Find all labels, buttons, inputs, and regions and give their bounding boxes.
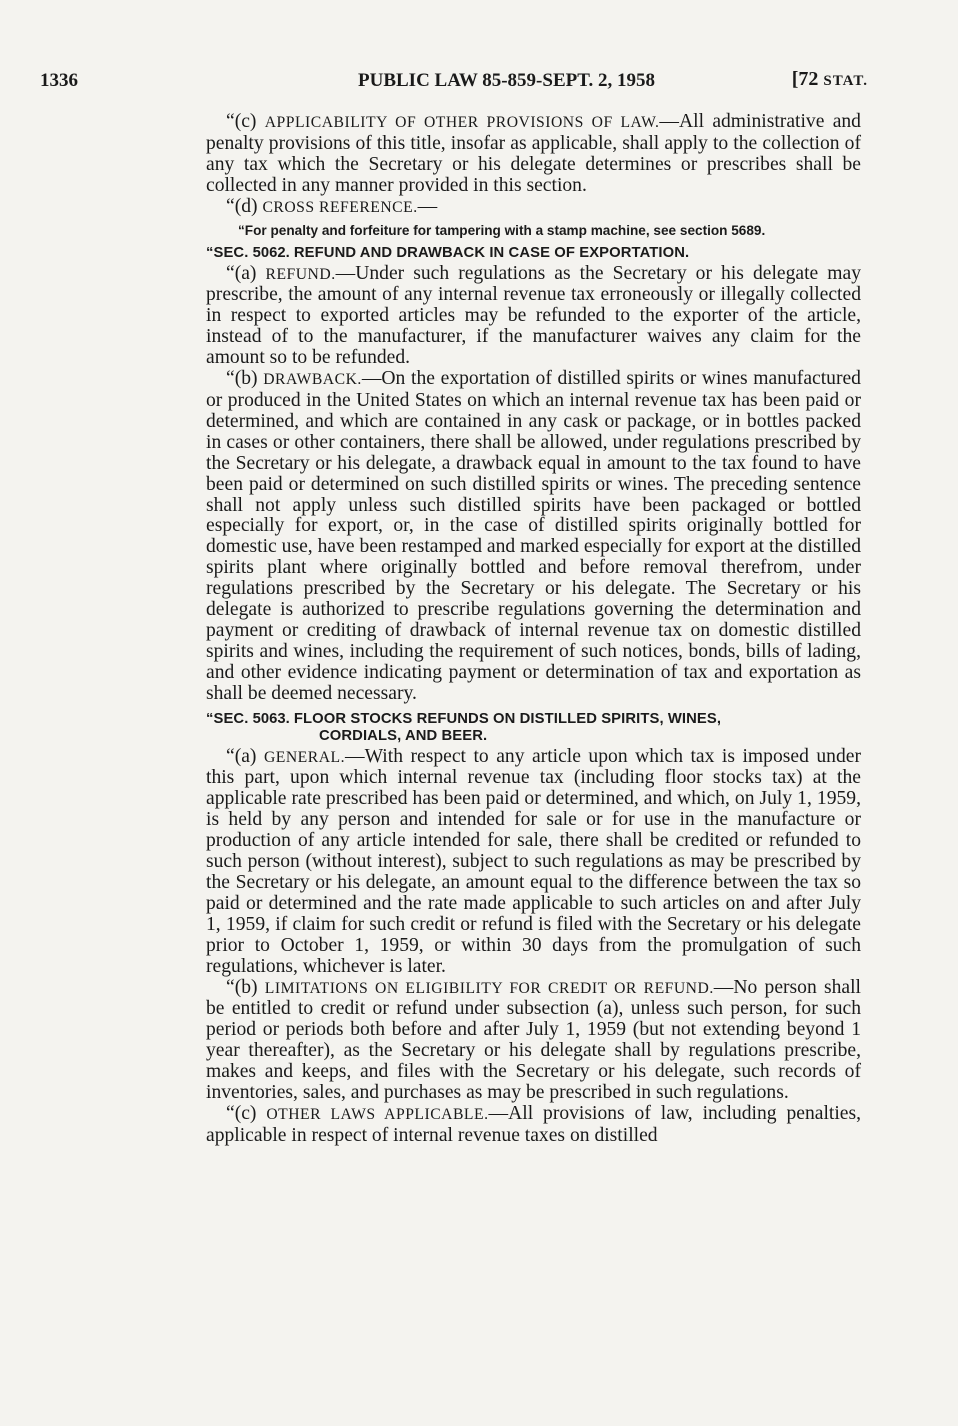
page-number: 1336 (40, 70, 78, 91)
paragraph-label: “(b) (226, 368, 264, 390)
paragraph-drawback (206, 369, 861, 705)
paragraph-text: —All administrative and penalty provisions of this title, insofar as applicable, shall apply to the collection of any tax which the Secretary or his delegate determines or prescribes shall be collected in any manner provided in this section. (206, 111, 861, 196)
paragraph-heading: REFUND. (265, 265, 336, 283)
section-title: REFUND AND DRAWBACK IN CASE OF EXPORTATION. (289, 244, 690, 261)
paragraph-cross-reference (206, 197, 861, 219)
statute-volume: [72 (791, 68, 824, 90)
running-title: PUBLIC LAW 85-859-SEPT. 2, 1958 (358, 70, 655, 91)
paragraph-text: —Under such regulations as the Secretary or his delegate may prescribe, the amount of any internal revenue tax erroneously or illegally collected in respect to exported articles may be refunded to the exporter of the article, instead of to the manufacturer, if the manufacturer waives any claim for the amount so to be refunded. (206, 262, 862, 369)
paragraph-heading: LIMITATIONS ON ELIGIBILITY FOR CREDIT OR REFUND. (264, 979, 714, 997)
section-prefix: “SEC. (206, 710, 253, 727)
section-title: FLOOR STOCKS REFUNDS ON DISTILLED SPIRITS, WINES, (289, 710, 722, 727)
paragraph-limitations (206, 978, 861, 1104)
section-title-continued: CORDIALS, AND BEER. (319, 727, 488, 744)
paragraph-text: — (417, 195, 438, 217)
paragraph-label: “(b) (226, 976, 265, 998)
paragraph-label: “(a) (226, 745, 264, 767)
paragraph-other-laws (206, 1104, 861, 1147)
statute-reference (792, 68, 868, 91)
paragraph-label: “(d) (226, 195, 263, 217)
section-heading-5062 (206, 245, 861, 262)
paragraph-text: —With respect to any article upon which tax is imposed under this part, upon which internal revenue tax (including floor stocks tax) at the applicable rate prescribed has been paid or determined, and which, on July 1, 1959, is held by any person and intended for sale or for use in the manufacture or production of any article intended for sale, there shall be credited or refunded to such person (without interest), subject to such regulations as may be prescribed by the Secretary or his delegate, an amount equal to the difference between the tax so paid or determined and the rate made applicable to such articles on and after July 1, 1959, if claim for such credit or refund is filed with the Secretary or his delegate prior to October 1, 1959, or within 30 days from the promulgation of such regulations, whichever is later. (206, 745, 861, 977)
paragraph-text: —No person shall be entitled to credit or refund under subsection (a), unless such person, for such period or periods both before and after July 1, 1959 (but not extending beyond 1 year thereafter), as the Secretary or his delegate shall by regulations prescribe, makes and keeps, and files with the Secretary or his delegate, such records of inventories, sales, and purchases as may be prescribed in such regulations. (206, 976, 861, 1104)
paragraph-refund (206, 264, 861, 370)
paragraph-label: “(c) (226, 111, 265, 132)
cross-reference-note: “For penalty and forfeiture for tampering with a stamp machine, see section 5689. (238, 222, 766, 238)
paragraph-text: —All provisions of law, including penalties, applicable in respect of internal revenue taxes on distilled (206, 1102, 862, 1146)
paragraph-heading: CROSS REFERENCE. (262, 198, 418, 216)
page-header (40, 64, 868, 94)
statute-word: STAT. (823, 73, 868, 89)
paragraph-heading: OTHER LAWS APPLICABLE. (266, 1105, 489, 1123)
section-prefix: “SEC. (206, 244, 253, 261)
paragraph-general (206, 747, 861, 978)
paragraph-heading: DRAWBACK. (263, 371, 362, 389)
paragraph-text: —On the exportation of distilled spirits or wines manufactured or produced in the United States on which an internal revenue tax has been paid or determined, and which are contained in any cask or package, or in bottles packed in cases or other containers, there shall be allowed, under regulations prescribed by the Secretary or his delegate, a drawback equal in amount to the tax found to have been paid or determined on such distilled spirits or wines. The preceding sentence shall not apply unless such distilled spirits have been packaged or bottled especially for export, or, in the case of distilled spirits originally bottled for domestic use, have been restamped and marked especially for export at the distilled spirits plant where originally bottled and before removal therefrom, under regulations prescribed by the Secretary or his delegate. The Secretary or his delegate is authorized to prescribe regulations governing the determination and payment or crediting of drawback of internal revenue tax on domestic distilled spirits and wines, including the requirement of such notices, bonds, bills of lading, and other evidence indicating payment or determination of tax and exportation as shall be deemed necessary. (206, 368, 861, 704)
section-number: 5062. (252, 244, 290, 261)
section-number: 5063. (252, 710, 290, 727)
paragraph-label: “(a) (226, 262, 266, 284)
paragraph-label: “(c) (226, 1102, 267, 1124)
paragraph-applicability (206, 112, 861, 197)
document-body (206, 112, 861, 1147)
section-heading-5063 (206, 711, 861, 745)
paragraph-heading: APPLICABILITY OF OTHER PROVISIONS OF LAW. (264, 114, 660, 131)
paragraph-heading: GENERAL. (263, 748, 345, 766)
